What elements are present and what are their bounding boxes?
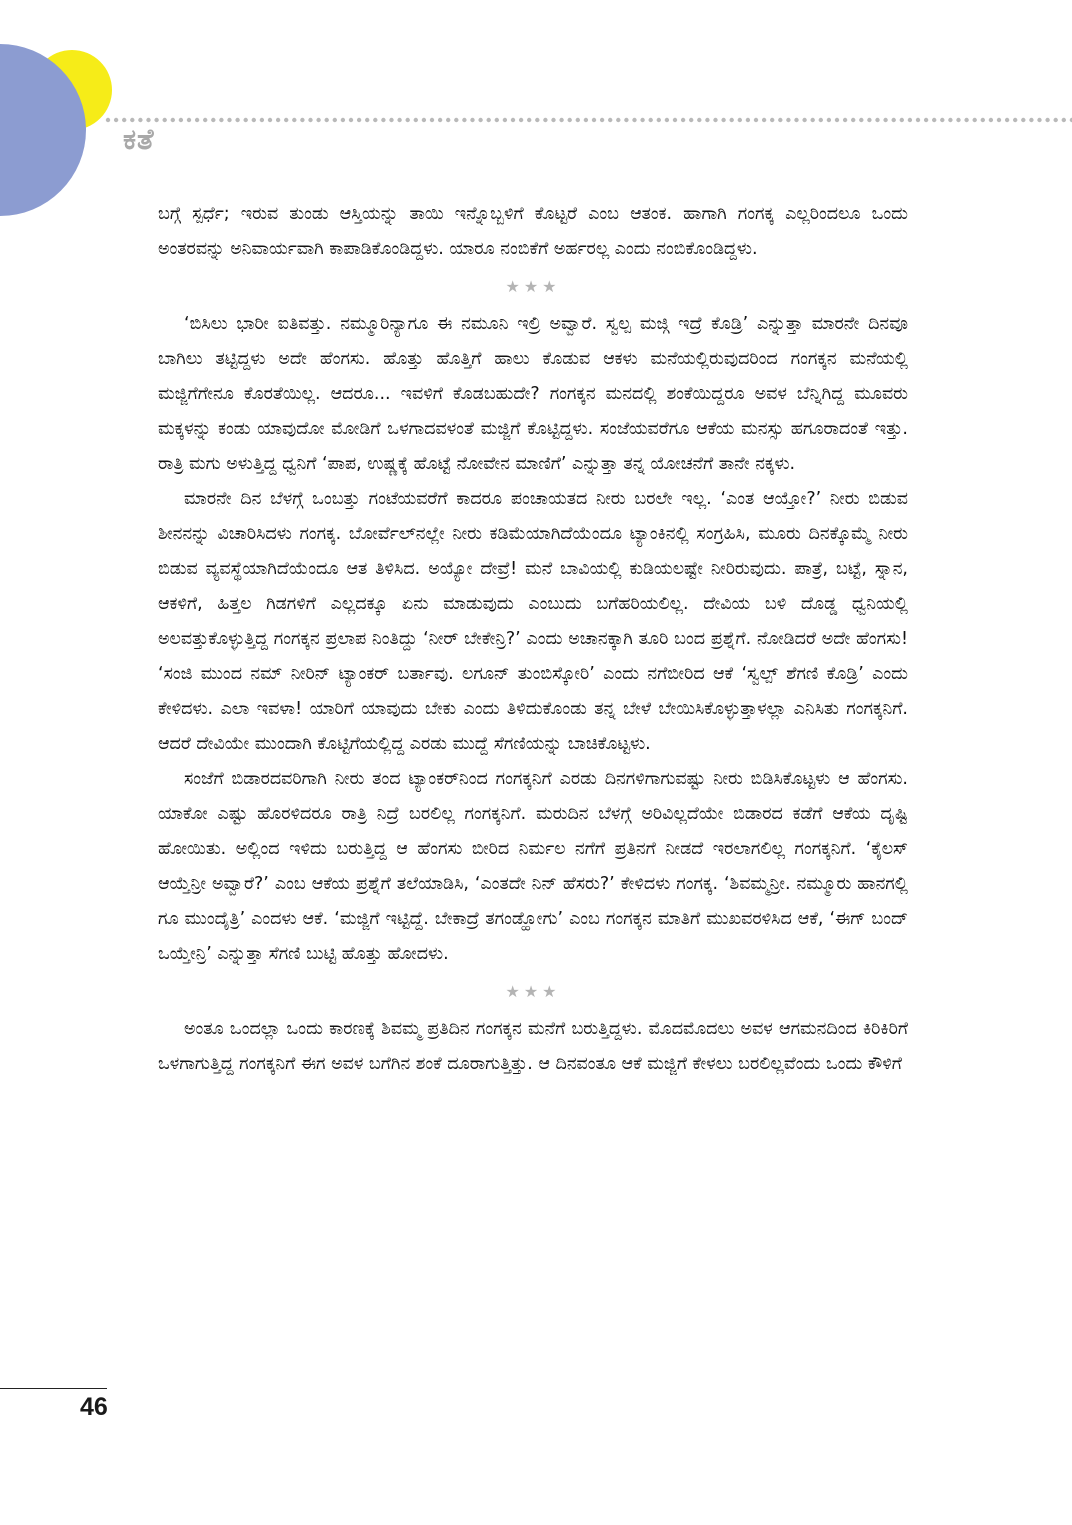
dot-shape	[179, 118, 183, 122]
dot-shape	[1021, 118, 1025, 122]
dot-shape	[584, 118, 588, 122]
dot-shape	[989, 118, 993, 122]
dot-shape	[811, 118, 815, 122]
dot-shape	[211, 118, 215, 122]
dot-shape	[738, 118, 742, 122]
dot-shape	[875, 118, 879, 122]
dot-shape	[859, 118, 863, 122]
dot-shape	[252, 118, 256, 122]
dot-shape	[503, 118, 507, 122]
paragraph: ಬಗ್ಗೆ ಸ್ಪರ್ಧೆ; ಇರುವ ತುಂಡು ಆಸ್ತಿಯನ್ನು ತಾಯಿ ಇನ್ನೊಬ್ಬಳಿಗೆ ಕೊಟ್ಟರೆ ಎಂಬ ಆತಂಕ. ಹಾಗಾಗಿ ಗಂಗಕ್ಕ ಎಲ್ಲರಿಂದಲೂ ಒಂದು ಅಂತರವನ್ನು ಅನಿವಾರ್ಯವಾಗಿ ಕಾಪಾಡಿಕೊಂಡಿದ್ದಳು. ಯಾರೂ ನಂಬಿಕೆಗೆ ಅರ್ಹರಲ್ಲ ಎಂದು ನಂಬಿಕೊಂಡಿದ್ದಳು.	[158, 204, 908, 259]
dot-shape	[276, 118, 280, 122]
dot-shape	[308, 118, 312, 122]
dot-shape	[1054, 118, 1058, 122]
dot-shape	[551, 118, 555, 122]
dot-shape	[616, 118, 620, 122]
dot-shape	[154, 118, 158, 122]
section-separator: ★★★	[505, 982, 561, 1001]
dot-shape	[932, 118, 936, 122]
dot-shape	[649, 118, 653, 122]
dot-shape	[592, 118, 596, 122]
dot-shape	[1029, 118, 1033, 122]
dot-shape	[568, 118, 572, 122]
dot-shape	[300, 118, 304, 122]
dot-shape	[827, 118, 831, 122]
dot-shape	[713, 118, 717, 122]
dot-shape	[705, 118, 709, 122]
dot-shape	[462, 118, 466, 122]
dot-shape	[908, 118, 912, 122]
dot-shape	[284, 118, 288, 122]
dot-shape	[446, 118, 450, 122]
dot-shape	[406, 118, 410, 122]
dot-shape	[689, 118, 693, 122]
dot-shape	[114, 118, 118, 122]
dot-shape	[495, 118, 499, 122]
dot-shape	[1013, 118, 1017, 122]
dot-shape	[316, 118, 320, 122]
dot-shape	[381, 118, 385, 122]
dot-shape	[389, 118, 393, 122]
dot-shape	[478, 118, 482, 122]
dot-shape	[754, 118, 758, 122]
dot-shape	[244, 118, 248, 122]
dot-shape	[916, 118, 920, 122]
dot-shape	[535, 118, 539, 122]
dot-shape	[235, 118, 239, 122]
dot-shape	[268, 118, 272, 122]
paragraph: ‘ಬಿಸಿಲು ಭಾರೀ ಐತಿವತ್ತು. ನಮ್ಮೂರಿನ್ಯಾಗೂ ಈ ನಮೂನಿ ಇಲ್ರಿ ಅವ್ವಾರೆ. ಸ್ವಲ್ಪ ಮಜ್ಗಿ ಇದ್ರೆ ಕೊಡ್ರಿ’ ಎನ್ನುತ್ತಾ ಮಾರನೇ ದಿನವೂ ಬಾಗಿಲು ತಟ್ಟಿದ್ದಳು ಅದೇ ಹೆಂಗಸು. ಹೊತ್ತು ಹೊತ್ತಿಗೆ ಹಾಲು ಕೊಡುವ ಆಕಳು ಮನೆಯಲ್ಲಿರುವುದರಿಂದ ಗಂಗಕ್ಕನ ಮನೆಯಲ್ಲಿ ಮಜ್ಜಿಗೆಗೇನೂ ಕೊರತೆಯಿಲ್ಲ. ಆದರೂ... ಇವಳಿಗೆ ಕೊಡಬಹುದೇ? ಗಂಗಕ್ಕನ ಮನದಲ್ಲಿ ಶಂಕೆಯಿದ್ದರೂ ಅವಳ ಬೆನ್ನಿಗಿದ್ದ ಮೂವರು ಮಕ್ಕಳನ್ನು ಕಂಡು ಯಾವುದೋ ಮೋಡಿಗೆ ಒಳಗಾದವಳಂತೆ ಮಜ್ಜಿಗೆ ಕೊಟ್ಟಿದ್ದಳು. ಸಂಜೆಯವರೆಗೂ ಆಕೆಯ ಮನಸ್ಸು ಹಗೂರಾದಂತೆ ಇತ್ತು. ರಾತ್ರಿ ಮಗು ಅಳುತ್ತಿದ್ದ ಧ್ವನಿಗೆ ‘ಪಾಪ, ಉಷ್ಣಕ್ಕೆ ಹೊಟ್ಟೆ ನೋವೇನ ಮಾಣಿಗೆ’ ಎನ್ನುತ್ತಾ ತನ್ನ ಯೋಚನೆಗೆ ತಾನೇ ನಕ್ಕಳು.	[158, 314, 908, 474]
dot-shape	[973, 118, 977, 122]
dot-shape	[1062, 118, 1066, 122]
dot-shape	[357, 118, 361, 122]
dot-shape	[203, 118, 207, 122]
dot-shape	[430, 118, 434, 122]
dot-shape	[892, 118, 896, 122]
dot-shape	[600, 118, 604, 122]
dot-shape	[657, 118, 661, 122]
dot-shape	[1037, 118, 1041, 122]
dot-shape	[940, 118, 944, 122]
dot-shape	[333, 118, 337, 122]
paragraph: ಮಾರನೇ ದಿನ ಬೆಳಗ್ಗೆ ಒಂಬತ್ತು ಗಂಟೆಯವರೆಗೆ ಕಾದರೂ ಪಂಚಾಯತದ ನೀರು ಬರಲೇ ಇಲ್ಲ. ‘ಎಂತ ಆಯ್ತೋ?’ ನೀರು ಬಿಡುವ ಶೀನನನ್ನು ವಿಚಾರಿಸಿದಳು ಗಂಗಕ್ಕ. ಬೋರ್ವೆಲ್‌ನಲ್ಲೇ ನೀರು ಕಡಿಮೆಯಾಗಿದೆಯೆಂದೂ ಟ್ಯಾಂಕಿನಲ್ಲಿ ಸಂಗ್ರಹಿಸಿ, ಮೂರು ದಿನಕ್ಕೊಮ್ಮೆ ನೀರು ಬಿಡುವ ವ್ಯವಸ್ಥೆಯಾಗಿದೆಯೆಂದೂ ಆತ ತಿಳಿಸಿದ. ಅಯ್ಯೋ ದೇವ್ರೆ! ಮನೆ ಬಾವಿಯಲ್ಲಿ ಕುಡಿಯಲಷ್ಟೇ ನೀರಿರುವುದು. ಪಾತ್ರೆ, ಬಟ್ಟೆ, ಸ್ನಾನ, ಆಕಳಿಗೆ, ಹಿತ್ತಲ ಗಿಡಗಳಿಗೆ ಎಲ್ಲದಕ್ಕೂ ಏನು ಮಾಡುವುದು ಎಂಬುದು ಬಗೆಹರಿಯಲಿಲ್ಲ. ದೇವಿಯ ಬಳಿ ದೊಡ್ಡ ಧ್ವನಿಯಲ್ಲಿ ಅಲವತ್ತುಕೊಳ್ಳುತ್ತಿದ್ದ ಗಂಗಕ್ಕನ ಪ್ರಲಾಪ ನಿಂತಿದ್ದು ‘ನೀರ್ ಬೇಕೇನ್ರಿ?’ ಎಂದು ಅಚಾನಕ್ಕಾಗಿ ತೂರಿ ಬಂದ ಪ್ರಶ್ನೆಗೆ. ನೋಡಿದರೆ ಅದೇ ಹೆಂಗಸು! ‘ಸಂಜಿ ಮುಂದ ನಮ್ ನೀರಿನ್ ಟ್ಯಾಂಕರ್ ಬರ್ತಾವು. ಲಗೂನ್ ತುಂಬಿಸ್ಕೋರಿ’ ಎಂದು ನಗೆಬೀರಿದ ಆಕೆ ‘ಸ್ವಲ್ಪ್ ಶೆಗಣಿ ಕೊಡ್ರಿ’ ಎಂದು ಕೇಳಿದಳು. ಎಲಾ ಇವಳಾ! ಯಾರಿಗೆ ಯಾವುದು ಬೇಕು ಎಂದು ತಿಳಿದುಕೊಂಡು ತನ್ನ ಬೇಳೆ ಬೇಯಿಸಿಕೊಳ್ಳುತ್ತಾಳಲ್ಲಾ ಎನಿಸಿತು ಗಂಗಕ್ಕನಿಗೆ. ಆದರೆ ದೇವಿಯೇ ಮುಂದಾಗಿ ಕೊಟ್ಟಿಗೆಯಲ್ಲಿದ್ದ ಎರಡು ಮುದ್ದೆ ಸೆಗಣಿಯನ್ನು ಬಾಚಿಕೊಟ್ಟಳು.	[158, 489, 908, 754]
dot-shape	[964, 118, 968, 122]
dot-shape	[349, 118, 353, 122]
page-number: 46	[80, 1393, 108, 1421]
dot-shape	[397, 118, 401, 122]
dot-shape	[924, 118, 928, 122]
dot-shape	[900, 118, 904, 122]
dot-shape	[883, 118, 887, 122]
dot-shape	[794, 118, 798, 122]
dot-shape	[195, 118, 199, 122]
dot-shape	[414, 118, 418, 122]
dot-shape	[867, 118, 871, 122]
dot-shape	[770, 118, 774, 122]
dot-shape	[681, 118, 685, 122]
story-body	[158, 197, 908, 1082]
dot-shape	[187, 118, 191, 122]
dot-shape	[608, 118, 612, 122]
dot-shape	[171, 118, 175, 122]
dot-shape	[511, 118, 515, 122]
dot-shape	[997, 118, 1001, 122]
section-separator: ★★★	[505, 277, 561, 296]
dot-shape	[325, 118, 329, 122]
dot-shape	[786, 118, 790, 122]
dot-shape	[527, 118, 531, 122]
dot-shape	[519, 118, 523, 122]
dot-shape	[559, 118, 563, 122]
dot-shape	[470, 118, 474, 122]
dot-shape	[673, 118, 677, 122]
dot-shape	[948, 118, 952, 122]
dot-shape	[956, 118, 960, 122]
dot-shape	[802, 118, 806, 122]
dot-shape	[981, 118, 985, 122]
section-label: ಕತೆ	[123, 122, 155, 156]
dot-shape	[163, 118, 167, 122]
dot-shape	[219, 118, 223, 122]
dot-shape	[851, 118, 855, 122]
dotted-rule	[104, 115, 1072, 125]
dot-shape	[1005, 118, 1009, 122]
dot-shape	[260, 118, 264, 122]
paragraph: ಸಂಜೆಗೆ ಬಿಡಾರದವರಿಗಾಗಿ ನೀರು ತಂದ ಟ್ಯಾಂಕರ್‌ನಿಂದ ಗಂಗಕ್ಕನಿಗೆ ಎರಡು ದಿನಗಳಿಗಾಗುವಷ್ಟು ನೀರು ಬಿಡಿಸಿಕೊಟ್ಟಳು ಆ ಹೆಂಗಸು. ಯಾಕೋ ಎಷ್ಟು ಹೊರಳಿದರೂ ರಾತ್ರಿ ನಿದ್ರೆ ಬರಲಿಲ್ಲ ಗಂಗಕ್ಕನಿಗೆ. ಮರುದಿನ ಬೆಳಗ್ಗೆ ಅರಿವಿಲ್ಲದೆಯೇ ಬಿಡಾರದ ಕಡೆಗೆ ಆಕೆಯ ದೃಷ್ಟಿ ಹೋಯಿತು. ಅಲ್ಲಿಂದ ಇಳಿದು ಬರುತ್ತಿದ್ದ ಆ ಹೆಂಗಸು ಬೀರಿದ ನಿರ್ಮಲ ನಗೆಗೆ ಪ್ರತಿನಗೆ ನೀಡದೆ ಇರಲಾಗಲಿಲ್ಲ ಗಂಗಕ್ಕನಿಗೆ. ‘ಕೈಲಸ್ ಆಯ್ತೆನ್ರೀ ಅವ್ವಾರೆ?’ ಎಂಬ ಆಕೆಯ ಪ್ರಶ್ನೆಗೆ ತಲೆಯಾಡಿಸಿ, ‘ಎಂತದೇ ನಿನ್ ಹೆಸರು?’ ಕೇಳಿದಳು ಗಂಗಕ್ಕ. ‘ಶಿವಮ್ಮನ್ರೀ. ನಮ್ಮೂರು ಹಾನಗಲ್ಲಿ ಗೂ ಮುಂದೈತ್ರಿ’ ಎಂದಳು ಆಕೆ. ‘ಮಜ್ಜಿಗೆ ಇಟ್ಟಿದ್ದೆ. ಬೇಕಾದ್ರೆ ತಗಂಡ್ಹೋಗು’ ಎಂಬ ಗಂಗಕ್ಕನ ಮಾತಿಗೆ ಮುಖವರಳಿಸಿದ ಆಕೆ, ‘ಈಗ್ ಬಂದ್ ಒಯ್ತೇನ್ರಿ’ ಎನ್ನುತ್ತಾ ಸೆಗಣಿ ಬುಟ್ಟಿ ಹೊತ್ತು ಹೋದಳು.	[158, 769, 908, 964]
dot-shape	[843, 118, 847, 122]
dot-shape	[640, 118, 644, 122]
dot-shape	[746, 118, 750, 122]
dot-shape	[721, 118, 725, 122]
footer-rule	[0, 1388, 107, 1389]
dot-shape	[487, 118, 491, 122]
dot-shape	[819, 118, 823, 122]
dot-shape	[438, 118, 442, 122]
dot-shape	[778, 118, 782, 122]
dot-shape	[576, 118, 580, 122]
dot-shape	[341, 118, 345, 122]
dot-shape	[106, 118, 110, 122]
dot-shape	[632, 118, 636, 122]
header-decoration	[0, 0, 200, 220]
dot-shape	[373, 118, 377, 122]
dot-shape	[543, 118, 547, 122]
dot-shape	[454, 118, 458, 122]
paragraph: ಅಂತೂ ಒಂದಲ್ಲಾ ಒಂದು ಕಾರಣಕ್ಕೆ ಶಿವಮ್ಮ ಪ್ರತಿದಿನ ಗಂಗಕ್ಕನ ಮನೆಗೆ ಬರುತ್ತಿದ್ದಳು. ಮೊದಮೊದಲು ಅವಳ ಆಗಮನದಿಂದ ಕಿರಿಕಿರಿಗೆ ಒಳಗಾಗುತ್ತಿದ್ದ ಗಂಗಕ್ಕನಿಗೆ ಈಗ ಅವಳ ಬಗೆಗಿನ ಶಂಕೆ ದೂರಾಗುತ್ತಿತ್ತು. ಆ ದಿನವಂತೂ ಆಕೆ ಮಜ್ಜಿಗೆ ಕೇಳಲು ಬರಲಿಲ್ಲವೆಂದು ಒಂದು ಕೌಳಿಗೆ	[158, 1019, 908, 1074]
dot-shape	[835, 118, 839, 122]
dot-shape	[1045, 118, 1049, 122]
dot-shape	[365, 118, 369, 122]
dot-shape	[227, 118, 231, 122]
dot-shape	[292, 118, 296, 122]
dot-shape	[730, 118, 734, 122]
dot-shape	[697, 118, 701, 122]
dot-shape	[762, 118, 766, 122]
dot-shape	[624, 118, 628, 122]
dot-shape	[665, 118, 669, 122]
dot-shape	[422, 118, 426, 122]
